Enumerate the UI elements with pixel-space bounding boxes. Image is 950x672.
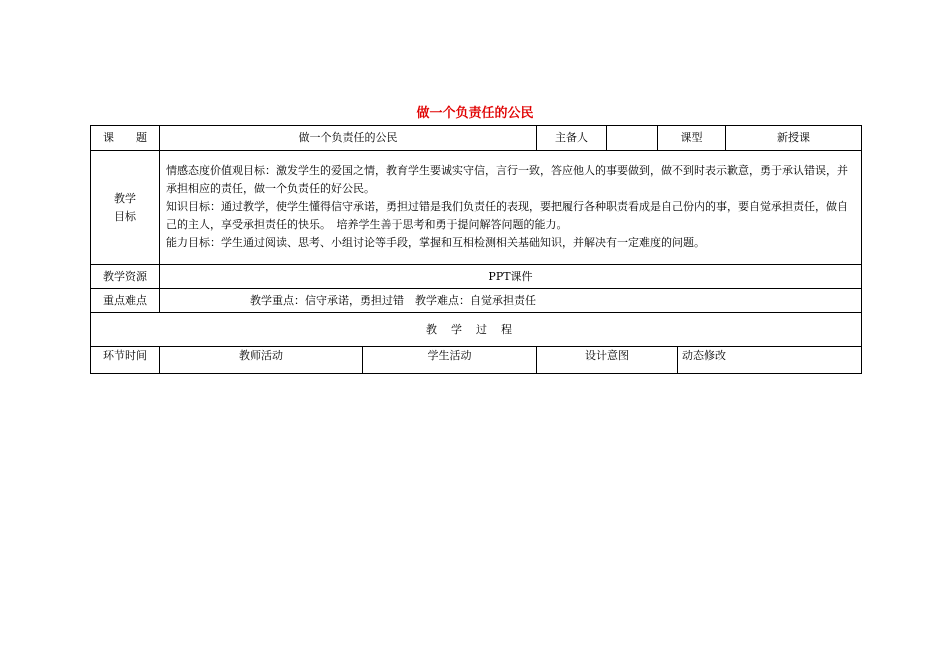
process-title: 教学过程 xyxy=(91,313,862,347)
resources-value: PPT课件 xyxy=(160,265,862,289)
topic-value: 做一个负责任的公民 xyxy=(160,126,537,151)
goals-label-line2: 目标 xyxy=(114,209,136,223)
column-teacher-activity: 教师活动 xyxy=(160,347,363,374)
goal-affective: 情感态度价值观目标：激发学生的爱国之情，教育学生要诚实守信，言行一致，答应他人的事要做到，做不到时表示歉意，勇于承认错误，并承担相应的责任，做一个负责任的好公民。 xyxy=(166,163,848,195)
author-label: 主备人 xyxy=(537,126,607,151)
lesson-plan-table xyxy=(90,125,862,374)
goals-label xyxy=(91,151,160,265)
topic-label: 课 题 xyxy=(91,126,160,151)
column-dynamic-revision: 动态修改 xyxy=(678,347,862,374)
column-design-intent: 设计意图 xyxy=(537,347,678,374)
goals-content xyxy=(160,151,862,265)
goals-label-line1: 教学 xyxy=(114,191,136,205)
table-row-process-title xyxy=(91,313,862,347)
document-title: 做一个负责任的公民 xyxy=(416,106,534,121)
goal-ability: 能力目标：学生通过阅读、思考、小组讨论等手段，掌握和互相检测相关基础知识，并解决有一定难度的问题。 xyxy=(166,235,705,249)
column-student-activity: 学生活动 xyxy=(363,347,537,374)
resources-label: 教学资源 xyxy=(91,265,160,289)
table-row-topic xyxy=(91,126,862,151)
goal-knowledge: 知识目标：通过教学，使学生懂得信守承诺，勇担过错是我们负责任的表现，要把履行各种职责看成是自己份内的事，要自觉承担责任，做自己的主人，享受承担责任的快乐。 培养学生善于思考和勇于提问解答问题的能力。 xyxy=(166,199,848,231)
column-time: 环节时间 xyxy=(91,347,160,374)
lesson-type-label: 课型 xyxy=(658,126,726,151)
lesson-type-value: 新授课 xyxy=(726,126,862,151)
keypoints-value: 教学重点：信守承诺，勇担过错 教学难点：自觉承担责任 xyxy=(160,289,862,313)
author-value xyxy=(607,126,658,151)
table-row-goals xyxy=(91,151,862,265)
table-row-resources xyxy=(91,265,862,289)
keypoints-label: 重点难点 xyxy=(91,289,160,313)
table-row-keypoints xyxy=(91,289,862,313)
table-row-column-headers xyxy=(91,347,862,374)
